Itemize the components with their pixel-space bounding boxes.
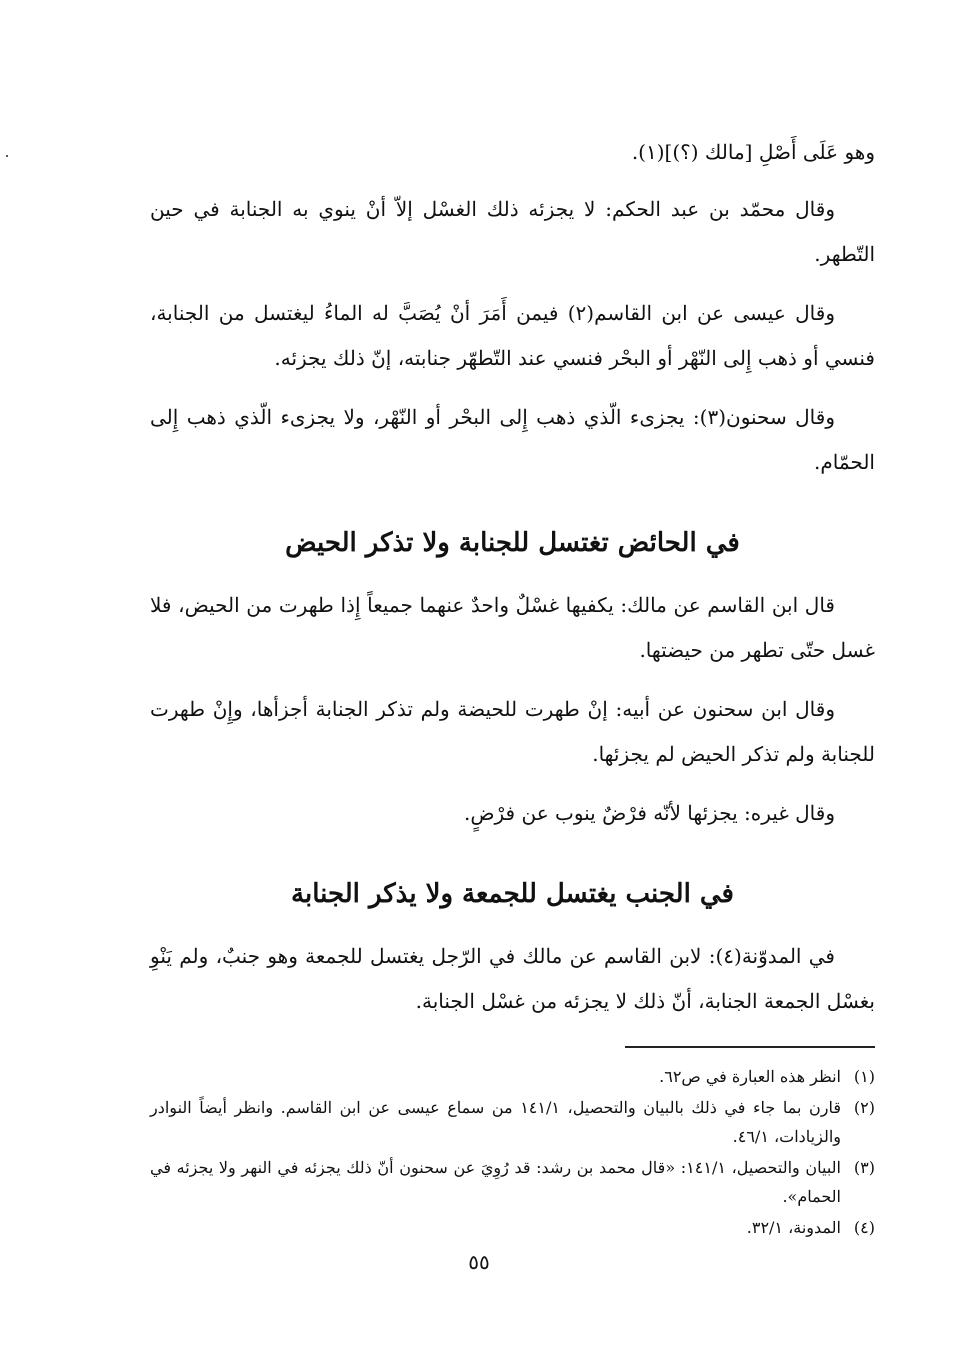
paragraph: وقال عيسى عن ابن القاسم(٢) فيمن أَمَرَ أنْ يُصَبَّ له الماءُ ليغتسل من الجنابة، فنسي أو ذهب إِلى النّهْر أو البحْر فنسي عند التّطهّر جنابته، إنّ ذلك يجزئه. — [150, 301, 875, 370]
paragraph: وقال غيره: يجزئها لأنّه فرْضٌ ينوب عن فرْضٍ. — [463, 801, 835, 825]
footnote-number: (١) — [853, 1067, 875, 1086]
footnote-text: البيان والتحصيل، ١٤١/١: «قال محمد بن رشد: قد رُوِيَ عن سحنون أنّ ذلك يجزئه في النهر ولا يجزئه في الحمام». — [150, 1158, 841, 1206]
section-heading: في الجنب يغتسل للجمعة ولا يذكر الجنابة — [291, 879, 734, 909]
paragraph: وقال سحنون(٣): يجزىء الّذي ذهب إِلى البحْر أو النّهْر، ولا يجزىء الّذي ذهب إِلى الحمّام. — [150, 405, 875, 474]
paragraph: وقال محمّد بن عبد الحكم: لا يجزئه ذلك الغسْل إلاّ أنْ ينوي به الجنابة في حين التّطهر. — [150, 197, 875, 266]
section-heading: في الحائض تغتسل للجنابة ولا تذكر الحيض — [285, 528, 740, 558]
footnote-divider — [625, 1046, 875, 1048]
footnote — [150, 1153, 875, 1211]
footnote — [150, 1213, 875, 1242]
paragraph: في المدوّنة(٤): لابن القاسم عن مالك في الرّجل يغتسل للجمعة وهو جنبٌ، ولم يَنْوِ بغسْل الجمعة الجنابة، أنّ ذلك لا يجزئه من غسْل الجنابة. — [150, 944, 875, 1013]
paragraph: وهو عَلَى أَصْلِ [مالك (؟)](١). — [631, 140, 875, 164]
page-number: ٥٥ — [468, 1250, 490, 1274]
footnote-text: المدونة، ٣٢/١. — [746, 1218, 841, 1237]
footnote — [150, 1062, 875, 1091]
margin-mark — [6, 155, 8, 157]
page-body — [150, 130, 875, 1244]
footnote-number: (٤) — [853, 1218, 875, 1237]
footnote-text: قارن بما جاء في ذلك بالبيان والتحصيل، ١٤١/١ من سماع عيسى عن ابن القاسم. وانظر أيضاً النوادر والزيادات، ٤٦/١. — [150, 1098, 842, 1146]
footnote-text: انظر هذه العبارة في ص٦٢. — [659, 1067, 841, 1086]
footnote — [150, 1093, 875, 1151]
paragraph: قال ابن القاسم عن مالك: يكفيها غسْلٌ واحدٌ عنهما جميعاً إِذا طهرت من الحيض، فلا غسل حتّى تطهر من حيضتها. — [150, 593, 875, 662]
footnote-number: (٣) — [853, 1158, 875, 1177]
paragraph: وقال ابن سحنون عن أبيه: إنْ طهرت للحيضة ولم تذكر الجنابة أجزأها، وإِنْ طهرت للجنابة ولم تذكر الحيض لم يجزئها. — [150, 697, 875, 766]
footnote-number: (٢) — [853, 1098, 875, 1117]
